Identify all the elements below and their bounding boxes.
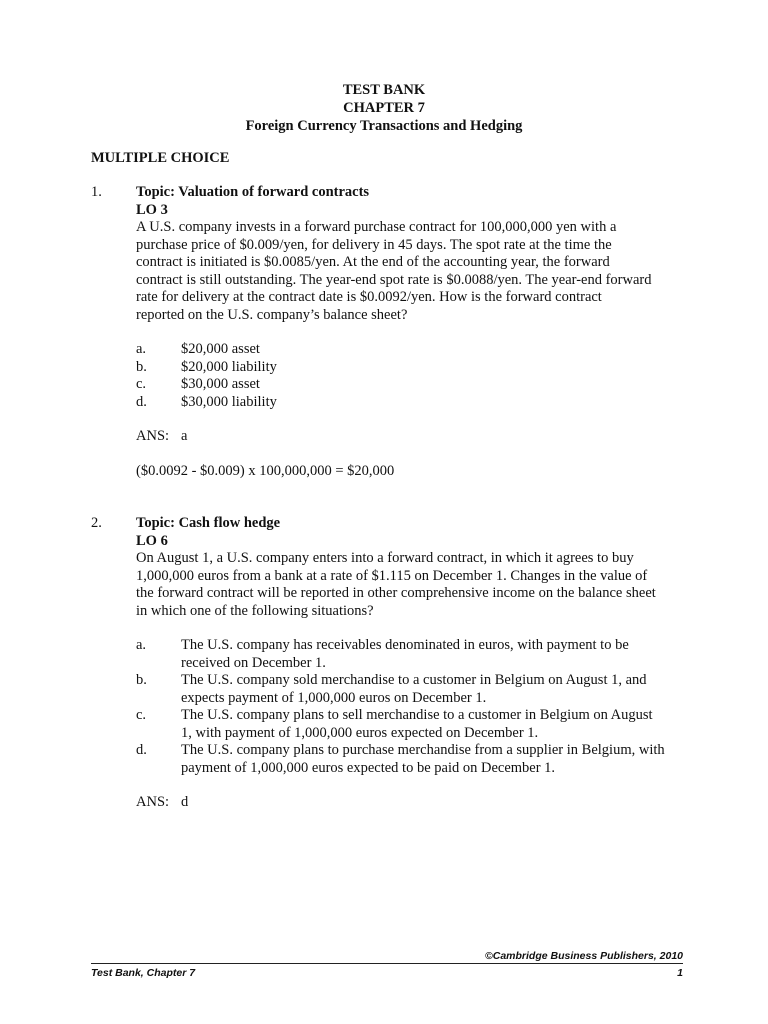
header-chapter: CHAPTER 7 (343, 100, 425, 116)
stem-line: contract is initiated is $0.0085/yen. At the end of the accounting year, the forward (136, 254, 610, 270)
answer-line (136, 428, 681, 446)
choice-text: received on December 1. (181, 654, 326, 671)
question-topic: Topic: Valuation of forward contracts (136, 184, 370, 200)
section-title: MULTIPLE CHOICE (91, 150, 230, 166)
choice-b (136, 672, 681, 707)
choice-letter: a. (136, 637, 147, 653)
stem-line: 1,000,000 euros from a bank at a rate of $1.115 on December 1. Changes in the value of (136, 567, 648, 584)
choice-letter: c. (136, 707, 147, 723)
header-test-bank: TEST BANK (342, 82, 426, 98)
footer-bottom (91, 965, 683, 983)
question-body (136, 515, 681, 812)
choice-text: $20,000 asset (181, 341, 260, 357)
question-stem (136, 219, 681, 324)
answer-value: d (181, 794, 189, 810)
choice-c (136, 707, 681, 742)
choice-letter: a. (136, 341, 147, 357)
stem-line: purchase price of $0.009/yen, for delivery in 45 days. The spot rate at the time the (136, 236, 612, 253)
choice-b (136, 359, 681, 377)
choice-text: $30,000 liability (181, 393, 277, 410)
choice-text: $20,000 liability (181, 358, 277, 375)
choice-list (136, 341, 681, 411)
answer-explanation: ($0.0092 - $0.009) x 100,000,000 = $20,000 (136, 462, 395, 479)
choice-a (136, 637, 681, 672)
choice-letter: d. (136, 742, 147, 758)
choice-a (136, 341, 681, 359)
choice-text: The U.S. company has receivables denominated in euros, with payment to be (181, 637, 629, 653)
choice-d (136, 742, 681, 777)
choice-text: 1, with payment of 1,000,000 euros expected on December 1. (181, 724, 539, 741)
question-lo: LO 3 (136, 201, 168, 218)
stem-line: On August 1, a U.S. company enters into a forward contract, in which it agrees to buy (136, 550, 634, 566)
stem-line: rate for delivery at the contract date is $0.0092/yen. How is the forward contract (136, 289, 602, 305)
footer-copyright: ©Cambridge Business Publishers, 2010 (485, 950, 683, 962)
stem-line: the forward contract will be reported in other comprehensive income on the balance sheet (136, 585, 656, 601)
question-number: 2. (91, 515, 102, 531)
question-lo: LO 6 (136, 532, 168, 549)
stem-line: A U.S. company invests in a forward purchase contract for 100,000,000 yen with a (136, 219, 617, 235)
choice-text: The U.S. company plans to sell merchandise to a customer in Belgium on August (181, 707, 653, 723)
question-body (136, 184, 681, 480)
question-topic: Topic: Cash flow hedge (136, 515, 281, 531)
answer-value: a (181, 428, 188, 444)
choice-text: payment of 1,000,000 euros expected to be paid on December 1. (181, 759, 556, 776)
footer-left-label: Test Bank, Chapter 7 (91, 967, 196, 979)
footer-divider (91, 963, 683, 964)
page-number: 1 (677, 967, 683, 979)
choice-letter: b. (136, 672, 147, 688)
answer-line (136, 794, 681, 812)
question-number: 1. (91, 184, 102, 200)
stem-line: reported on the U.S. company’s balance sheet? (136, 306, 408, 323)
choice-text: $30,000 asset (181, 376, 260, 392)
question-stem (136, 550, 681, 620)
header-chapter-title: Foreign Currency Transactions and Hedging (245, 118, 523, 134)
choice-text: expects payment of 1,000,000 euros on December 1. (181, 689, 487, 706)
choice-letter: d. (136, 393, 147, 410)
answer-label: ANS: (136, 428, 170, 444)
choice-letter: b. (136, 358, 147, 375)
stem-line: in which one of the following situations? (136, 602, 374, 619)
choice-c (136, 376, 681, 394)
answer-label: ANS: (136, 794, 170, 810)
choice-text: The U.S. company sold merchandise to a customer in Belgium on August 1, and (181, 672, 647, 688)
choice-letter: c. (136, 376, 147, 392)
document-header (0, 81, 768, 135)
stem-line: contract is still outstanding. The year-end spot rate is $0.0088/yen. The year-end forward (136, 271, 652, 288)
choice-list (136, 637, 681, 777)
choice-d (136, 394, 681, 412)
choice-text: The U.S. company plans to purchase merchandise from a supplier in Belgium, with (181, 742, 665, 758)
